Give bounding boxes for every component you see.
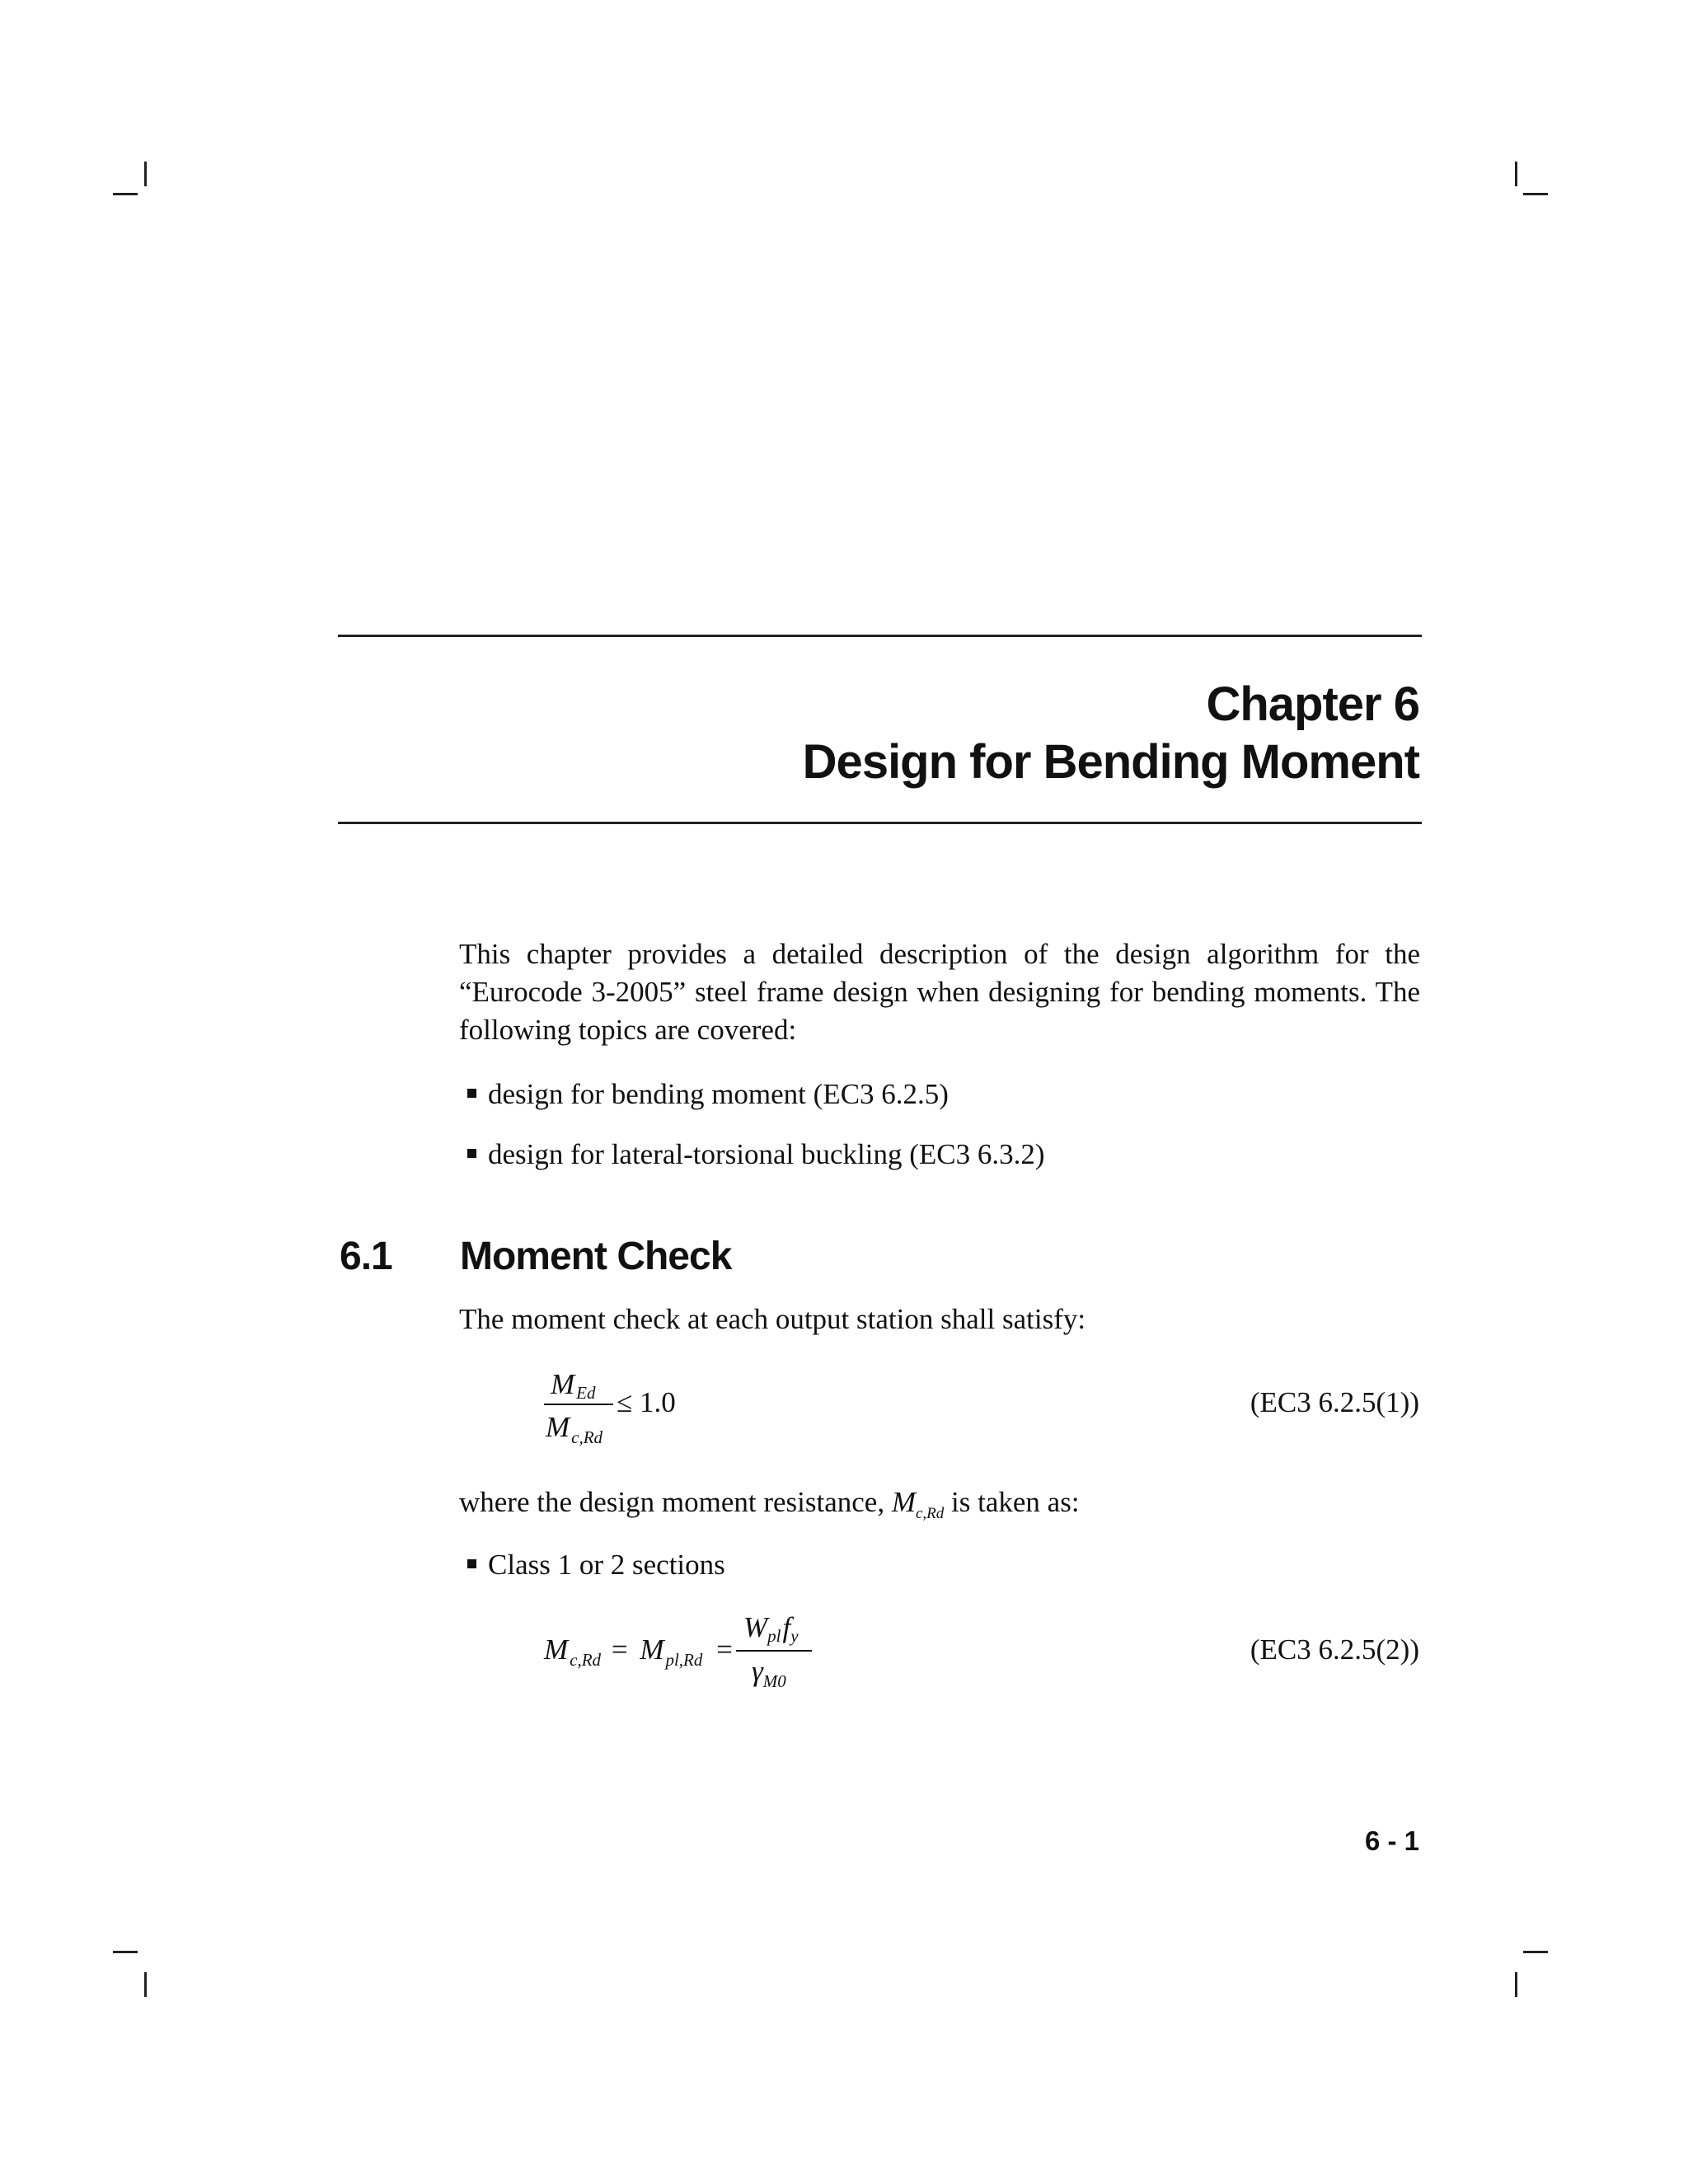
crop-mark (1515, 1972, 1517, 1997)
list-item-text: design for bending moment (EC3 6.2.5) (488, 1078, 949, 1110)
eq1-numerator: MEd (551, 1368, 596, 1403)
intro-paragraph: This chapter provides a detailed description of the design algorithm for the “Eurocode 3-2005” steel frame design when designing for bending moments. The following topics are covered: (459, 938, 1420, 1046)
list-item (467, 1546, 725, 1584)
crop-mark (1523, 1951, 1548, 1953)
crop-mark (113, 1951, 138, 1953)
eq1-fraction-bar (544, 1404, 613, 1405)
eq2-reference: (EC3 6.2.5(2)) (1250, 1633, 1419, 1666)
eq2-denominator: $\gamma_{M0}$ (752, 1655, 786, 1691)
eq2-lhs: $M_{c,Rd} = M_{pl,Rd}$ = (544, 1633, 733, 1670)
bullet-square-icon (467, 1149, 476, 1158)
eq1-denominator: $M_{c,Rd}$ (546, 1411, 603, 1447)
chapter-heading (803, 676, 1419, 791)
bullet-square-icon (467, 1559, 476, 1568)
chapter-label: Chapter 6 (1206, 677, 1419, 731)
bottom-rule (338, 822, 1422, 824)
section-number: 6.1 (340, 1235, 392, 1278)
crop-mark (1523, 193, 1548, 195)
bullet-square-icon (467, 1089, 476, 1098)
eq2-numerator: Wplfy (743, 1611, 799, 1646)
eq2-fraction-bar (736, 1650, 812, 1652)
crop-mark (144, 1972, 147, 1997)
where-line: where the design moment resistance, $M_{c,Rd}$ is taken as: (459, 1486, 1080, 1522)
list-item-text: Class 1 or 2 sections (488, 1549, 725, 1581)
crop-mark (144, 162, 147, 186)
eq1-reference: (EC3 6.2.5(1)) (1250, 1386, 1419, 1418)
top-rule (338, 635, 1422, 637)
list-item-text: design for lateral-torsional buckling (EC3 6.3.2) (488, 1138, 1045, 1170)
chapter-title: Design for Bending Moment (802, 735, 1419, 789)
section-title: Moment Check (460, 1235, 732, 1278)
page-number: 6 - 1 (1364, 1825, 1419, 1856)
eq1-relation: ≤ 1.0 (617, 1386, 676, 1418)
crop-mark (113, 193, 138, 195)
crop-mark (1515, 162, 1517, 186)
list-item (467, 1136, 1045, 1174)
section-lead: The moment check at each output station shall satisfy: (459, 1303, 1086, 1335)
list-item (467, 1076, 949, 1113)
